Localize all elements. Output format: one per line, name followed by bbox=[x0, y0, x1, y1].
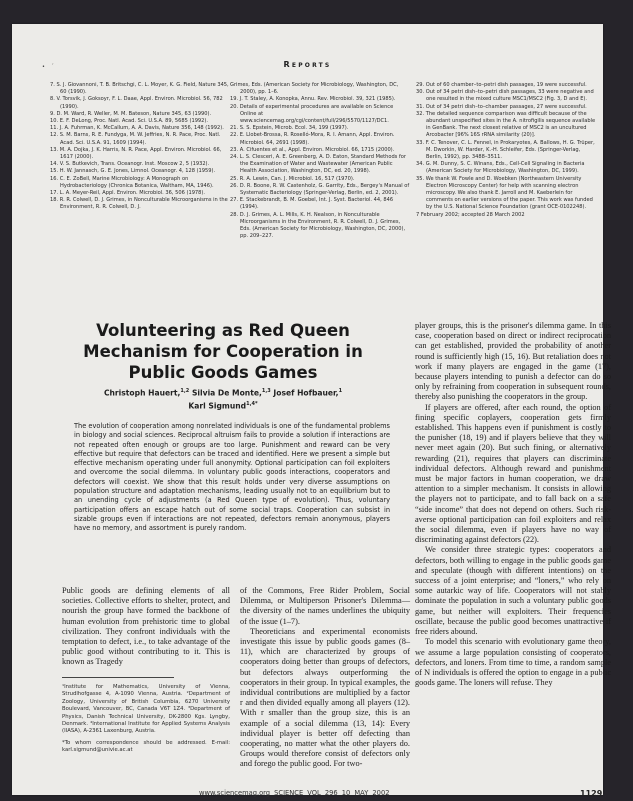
affiliations-footnote: ¹Institute for Mathematics, University of Vienna, Strudlhofgasse 4, A-1090 Vienna, Austria. ²Department of Zoology, University of British Columbia, 6270 University Boulevard, Vancouver, BC, Canada V6T 1Z4. ³Department of Physics, Danish Technical University, DK-2800 Kgs. Lyngby, Denmark. ⁴International Institute for Applied Systems Analysis (IIASA), A-2361 Laxenburg, Austria. bbox=[62, 684, 230, 735]
author-name: Christoph Hauert, bbox=[103, 388, 181, 398]
page-number: 1129 bbox=[580, 789, 603, 798]
reference: 33. F. C. Tenover, C. L. Fennel, in Prokaryotes, A. Ballows, H. G. Trüper, M. Dworkin, W. Harder, K.-H. Schleifer, Eds. (Springer-Verlag, Berlin, 1992), pp. 3488–3511. bbox=[416, 139, 595, 161]
paragraph: Public goods are defining elements of all societies. Collective efforts to shelter, protect, and nourish the group have formed the backbone of human evolution from prehistoric time to global civilization. They confront individuals with the temptation to defect, i.e., to take advantage of the public good without contributing to it. This is known as Tragedy bbox=[62, 586, 230, 667]
reference: 29. Out of 60 chamber–to–petri dish passages, 19 were successful. bbox=[416, 82, 587, 88]
reference: 14. V. S. Butkevich, Trans. Oceanogr. Inst. Moscow 2, 5 (1932). bbox=[50, 161, 210, 168]
reference: 15. H. W. Jannasch, G. E. Jones, Limnol. Oceanogr. 4, 128 (1959). bbox=[50, 168, 216, 175]
author-name: Karl Sigmund bbox=[188, 401, 247, 411]
reference: 32. The detailed sequence comparison was difficult because of the abundant unspecified sites in the A. nitrofigilis sequence available in GenBank. The next closest relative of MSC2 is an uncultured Arcobacter [96% 16S rRNA similarity (20)]. bbox=[416, 110, 596, 139]
reference: 19. J. T. Staley, A. Konopka, Annu. Rev. Microbiol. 39, 321 (1985). bbox=[230, 96, 396, 103]
reference: 27. E. Stackebrandt, B. M. Goebel, Int. J. Syst. Bacteriol. 44, 846 (1994). bbox=[230, 197, 394, 211]
journal-page bbox=[12, 24, 611, 798]
reference: 31. Out of 34 petri dish–to–chamber passages, 27 were successful. bbox=[416, 103, 587, 110]
references-column-3 bbox=[416, 82, 596, 219]
reference: 23. A. Cifuentes et al., Appl. Environ. Microbiol. 66, 1715 (2000). bbox=[230, 146, 395, 153]
reference: 18. R. R. Colwell, D. J. Grimes, in Nonculturable Microorganisms in the Environment, R. R. Colwell, D. J. bbox=[50, 197, 228, 211]
body-column-3 bbox=[415, 321, 611, 688]
reference-with-link[interactable]: 20. Details of experimental procedures are available on Science Online at www.sciencemag.org/cgi/content/full/296/5570/1127/DC1. bbox=[230, 103, 394, 125]
abstract: The evolution of cooperation among nonrelated individuals is one of the fundamental problems in biology and social sciences. Reciprocal altruism fails to provide a solution if interactions are not repeated often enough or groups are too large. Punishment and reward can be very effective but require that defectors can be traced and identified. Here we present a simple but effective mechanism operating under full anonymity. Optional participation can foil exploiters and overcome the social dilemma. In voluntary public goods interactions, cooperators and defectors will coexist. We show that this result holds under very diverse assumptions on population structure and adaptation mechanisms, leading usually not to an equilibrium but to an unending cycle of adjustments (a Red Queen type of evolution). Thus, voluntary participation offers an escape hatch out of some social traps. Cooperation can subsist in sizable groups even if interactions are not repeated, defectors remain anonymous, players have no memory, and assortment is purely random. bbox=[74, 422, 390, 533]
author-affiliation: 1,2 bbox=[180, 388, 190, 394]
reference: 24. L. S. Clesceri, A. E. Greenberg, A. D. Eaton, Standard Methods for the Examination of Water and Wastewater (American Public Health Association, Washington, DC, ed. 20, 1998). bbox=[230, 154, 406, 175]
author-affiliation: 1,3 bbox=[261, 388, 271, 394]
paragraph: Theoreticians and experimental economists investigate this issue by public goods games (8–11), which are characterized by groups of cooperators doing better than groups of defectors, but defectors always outperforming the cooperators in their group. In typical examples, the individual contributions are multiplied by a factor r and then divided equally among all players (12). With r smaller than the group size, this is an example of a social dilemma (13, 14): Every individual player is better off defecting than cooperating, no matter what the other players do. Groups would therefore consist of defectors only and forego the public good. For two- bbox=[240, 626, 410, 769]
reference: 10. E. F. DeLong, Proc. Natl. Acad. Sci. U.S.A. 89, 5685 (1992). bbox=[50, 118, 209, 125]
author-name: Silvia De Monte, bbox=[191, 388, 262, 398]
footnotes bbox=[62, 684, 230, 759]
paragraph: We consider three strategic types: cooperators and defectors, both willing to engage in the public goods game and speculate (though with different intentions) on the success of a joint enterprise; and “loners,” who rely on some autarkic way of life. Cooperators will not stably dominate the population in such a voluntary public goods game, but neither will exploiters. Their frequencies oscillate, because the public good becomes unattractive if free riders abound. bbox=[415, 545, 611, 637]
author-affiliation: 1 bbox=[338, 388, 343, 394]
author-affiliation: 1,4* bbox=[246, 400, 258, 407]
paragraph: To model this scenario with evolutionary game theory, we assume a large population consisting of cooperators, defectors, and loners. From time to time, a random sample of N individuals is offered the option to engage in a public goods game. The loners will refuse. They bbox=[415, 637, 611, 688]
correspondence-footnote: *To whom correspondence should be addressed. E-mail: karl.sigmund@univie.ac.at bbox=[62, 739, 230, 754]
body-column-1 bbox=[62, 586, 230, 668]
references-column-1 bbox=[50, 82, 230, 212]
reference: 7. S. J. Giovannoni, T. B. Britschgi, C. L. Moyer, K. G. Field, Nature 345, 60 (1990). bbox=[50, 82, 229, 96]
paragraph: If players are offered, after each round, the option of fining specific coplayers, cooperation gets firmly established. This happens even if punishment is costly to the punisher (18, 19) and if players believe that they will never meet again (20). But such fining, or alternatively rewarding (21), requires that players can discriminate individual defectors. Although reward and punishment must be major factors in human cooperation, we draw attention to a simpler mechanism. It consists in allowing the players not to participate, and to fall back on a safe “side income” that does not depend on others. Such risk-averse optional participation can foil exploiters and relax the social dilemma, even if players have no way of discriminating against defectors (22). bbox=[415, 402, 611, 545]
page-footer bbox=[12, 789, 603, 801]
journal-citation: www.sciencemag.org SCIENCE VOL 296 10 MAY 2002 bbox=[199, 789, 390, 797]
reference: 8. V. Torsvik, J. Goksoyr, F. L. Daae, Appl. Environ. Microbiol. 56, 782 (1990). bbox=[50, 96, 223, 110]
dateline: 7 February 2002; accepted 28 March 2002 bbox=[416, 211, 525, 218]
reference: 21. S. S. Epstein, Microb. Ecol. 34, 199 (1997). bbox=[230, 125, 349, 132]
acknowledgments: 35. We thank W. Fowle and D. Woebken (Northeastern University Electron Microscopy Center) for help with scanning electron microscopy. We also thank E. Jarroll and M. Kaeberlein for comments on earlier versions of the paper. This work was funded by the U.S. National Science Foundation (grant OCE-0102248). bbox=[416, 175, 593, 211]
reference: 12. S. M. Barns, R. E. Fundyga, M. W. Jeffries, N. R. Pace, Proc. Natl. Acad. Sci. U.S.A. 91, 1609 (1994). bbox=[50, 132, 221, 146]
body-column-2 bbox=[240, 586, 410, 770]
reference: 11. J. A. Fuhrman, K. McCallum, A. A. Davis, Nature 356, 148 (1992). bbox=[50, 125, 224, 132]
reference: 17. L. A. Meyer-Reil, Appl. Environ. Microbiol. 36, 506 (1978). bbox=[50, 190, 206, 197]
article-title: Volunteering as Red Queen Mechanism for Cooperation in Public Goods Games bbox=[83, 321, 363, 382]
author-name: Josef Hofbauer, bbox=[273, 388, 339, 398]
reference: 9. D. M. Ward, R. Weller, M. M. Bateson, Nature 345, 63 (1990). bbox=[50, 110, 212, 117]
footnote-divider bbox=[62, 677, 174, 678]
reference: 34. G. M. Dunny, S. C. Winans, Eds., Cell-Cell Signaling in Bacteria (American Society for Microbiology, Washington, DC, 1999). bbox=[416, 161, 585, 175]
scan-marks: • ˊ bbox=[42, 64, 54, 70]
reference: 25. R. A. Lewin, Can. J. Microbiol. 16, 517 (1970). bbox=[230, 175, 355, 182]
paragraph: player groups, this is the prisoner's dilemma game. In this case, cooperation based on direct or indirect reciprocation can get established, provided the probability of another round is sufficiently high (15, 16). But retaliation does not work if many players are engaged in the game (17), because players intending to punish a defector can do so only by refraining from cooperation in subsequent rounds, thereby also punishing the cooperators in the group. bbox=[415, 321, 611, 402]
paragraph: of the Commons, Free Rider Problem, Social Dilemma, or Multiperson Prisoner's Dilemma—the diversity of the names underlines the ubiquity of the issue (1–7). bbox=[240, 586, 410, 626]
reference: 30. Out of 34 petri dish–to–petri dish passages, 33 were negative and one resulted in the mixed culture MSC1/MSC2 (Fig. 3, D and E). bbox=[416, 89, 594, 103]
author-list bbox=[58, 386, 388, 411]
references-column-2 bbox=[230, 82, 410, 240]
section-header: Reports bbox=[283, 60, 332, 69]
reference: 13. M. A. Dojka, J. K. Harris, N. R. Pace, Appl. Environ. Microbiol. 66, 1617 (2000). bbox=[50, 146, 222, 161]
reference: 26. D. R. Boone, R. W. Castenholz, G. Garrity, Eds., Bergey's Manual of Systematic Bacteriology (Springer-Verlag, Berlin, ed. 2, 2001). bbox=[230, 182, 410, 197]
reference: 16. C. E. ZoBell, Marine Microbiology: A Monograph on Hydrobacteriology (Chronica Botanica, Waltham, MA, 1946). bbox=[50, 175, 214, 189]
reference: 28. D. J. Grimes, A. L. Mills, K. H. Nealson, in Nonculturable Microorganisms in the Environment, R. R. Colwell, D. J. Grimes, Eds. (American Society for Microbiology, Washington, DC, 2000), pp. 209–227. bbox=[230, 211, 406, 240]
reference: 22. E. Llobet-Brossa, R. Roselló-Mora, R. I. Amann, Appl. Environ. Microbiol. 64, 2691 (1998). bbox=[230, 132, 395, 146]
reference: Grimes, Eds. (American Society for Microbiology, Washington, DC, 2000), pp. 1–6. bbox=[230, 82, 399, 96]
